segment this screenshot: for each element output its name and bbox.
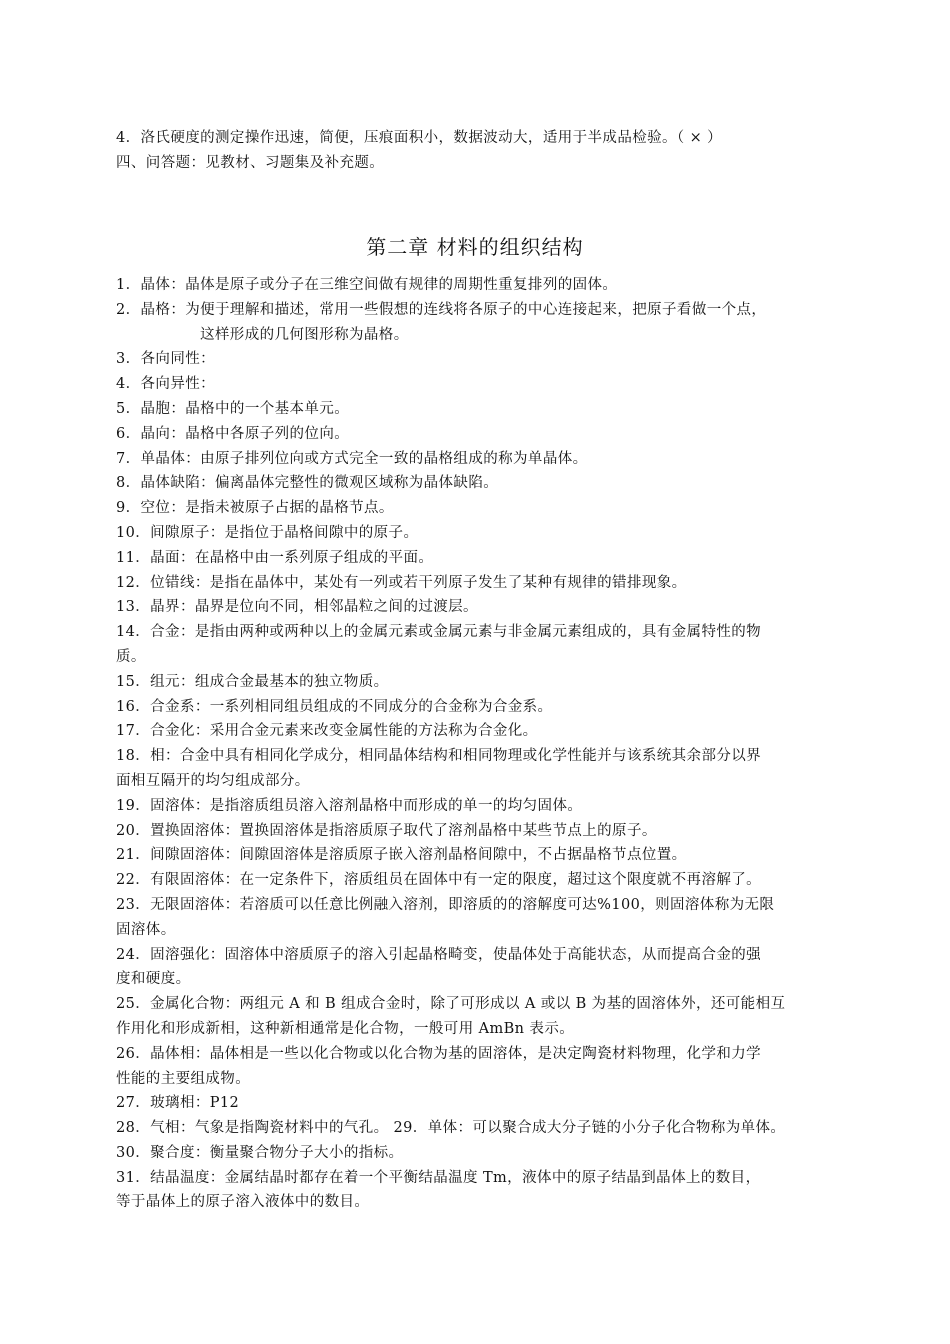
list-item: 21．间隙固溶体：间隙固溶体是溶质原子嵌入溶剂晶格间隙中，不占据晶格节点位置。: [116, 847, 687, 864]
list-item-continuation: 等于晶体上的原子溶入液体中的数目。: [116, 1194, 370, 1211]
list-item-continuation: 作用化和形成新相，这种新相通常是化合物，一般可用 AmBn 表示。: [116, 1020, 575, 1037]
definition-list: [116, 273, 851, 1215]
list-item: 16．合金系：一系列相同组员组成的不同成分的合金称为合金系。: [116, 698, 553, 715]
list-item: 30．聚合度：衡量聚合物分子大小的指标。: [116, 1144, 404, 1161]
list-item: 23．无限固溶体：若溶质可以任意比例融入溶剂，即溶质的的溶解度可达%100，则固溶体称为无限: [116, 896, 775, 913]
list-item: 6．晶向：晶格中各原子列的位向。: [116, 425, 350, 442]
list-item: 1．晶体：晶体是原子或分子在三维空间做有规律的周期性重复排列的固体。: [116, 277, 618, 293]
list-item-continuation: 性能的主要组成物。: [116, 1070, 251, 1087]
list-item: 13．晶界：晶界是位向不同，相邻晶粒之间的过渡层。: [116, 599, 478, 616]
list-item: 11．晶面：在晶格中由一系列原子组成的平面。: [116, 549, 434, 566]
list-item: 8．晶体缺陷：偏离晶体完整性的微观区域称为晶体缺陷。: [116, 475, 499, 492]
chapter-title: 第二章 材料的组织结构: [366, 235, 584, 259]
list-item: 9．空位：是指未被原子占据的晶格节点。: [116, 500, 394, 517]
list-item: 19．固溶体：是指溶质组员溶入溶剂晶格中而形成的单一的均匀固体。: [116, 797, 583, 814]
list-item: 2．晶格：为便于理解和描述，常用一些假想的连线将各原子的中心连接起来，把原子看做一个点，: [116, 301, 767, 318]
list-item-continuation: 质。: [116, 648, 146, 665]
list-item: 4．各向异性：: [116, 376, 216, 393]
section-heading-qa: 四、问答题：见教材、习题集及补充题。: [116, 154, 385, 171]
list-item: 14．合金：是指由两种或两种以上的金属元素或金属元素与非金属元素组成的，具有金属特性的物: [116, 624, 762, 641]
list-item-continuation: 面相互隔开的均匀组成部分。: [116, 772, 310, 789]
list-item: 7．单晶体：由原子排列位向或方式完全一致的晶格组成的称为单晶体。: [116, 450, 588, 467]
list-item: 15．组元：组成合金最基本的独立物质。: [116, 673, 389, 690]
list-item: 31．结晶温度：金属结晶时都存在着一个平衡结晶温度 Tm，液体中的原子结晶到晶体上的数目，: [116, 1169, 761, 1186]
list-item: 22．有限固溶体：在一定条件下，溶质组员在固体中有一定的限度，超过这个限度就不再溶解了。: [116, 872, 762, 889]
previous-section-tail: [116, 126, 846, 176]
list-item: 3．各向同性：: [116, 351, 216, 368]
list-item: 27．玻璃相：P12: [116, 1095, 240, 1112]
answer-line: 4．洛氏硬度的测定操作迅速，简便，压痕面积小，数据波动大，适用于半成品检验。（ × ）: [116, 130, 723, 146]
list-item: 17．合金化：采用合金元素来改变金属性能的方法称为合金化。: [116, 723, 538, 740]
list-item-continuation: 度和硬度。: [116, 971, 191, 988]
list-item: 18．相：合金中具有相同化学成分，相同晶体结构和相同物理或化学性能并与该系统其余部分以界: [116, 748, 762, 765]
list-item: 25．金属化合物：两组元 A 和 B 组成合金时，除了可形成以 A 或以 B 为基的固溶体外，还可能相互: [116, 996, 786, 1013]
list-item-continuation: 这样形成的几何图形称为晶格。: [200, 326, 409, 343]
list-item-continuation: 固溶体。: [116, 921, 176, 938]
list-item: 28．气相：气象是指陶瓷材料中的气孔。 29．单体：可以聚合成大分子链的小分子化合物称为单体。: [116, 1120, 786, 1137]
list-item: 12．位错线：是指在晶体中，某处有一列或若干列原子发生了某种有规律的错排现象。: [116, 574, 687, 591]
list-item: 10．间隙原子：是指位于晶格间隙中的原子。: [116, 524, 419, 541]
list-item: 26．晶体相：晶体相是一些以化合物或以化合物为基的固溶体，是决定陶瓷材料物理，化学和力学: [116, 1045, 762, 1062]
list-item: 5．晶胞：晶格中的一个基本单元。: [116, 400, 350, 417]
list-item: 20．置换固溶体：置换固溶体是指溶质原子取代了溶剂晶格中某些节点上的原子。: [116, 822, 657, 839]
list-item: 24．固溶强化：固溶体中溶质原子的溶入引起晶格畸变，使晶体处于高能状态，从而提高合金的强: [116, 946, 762, 963]
